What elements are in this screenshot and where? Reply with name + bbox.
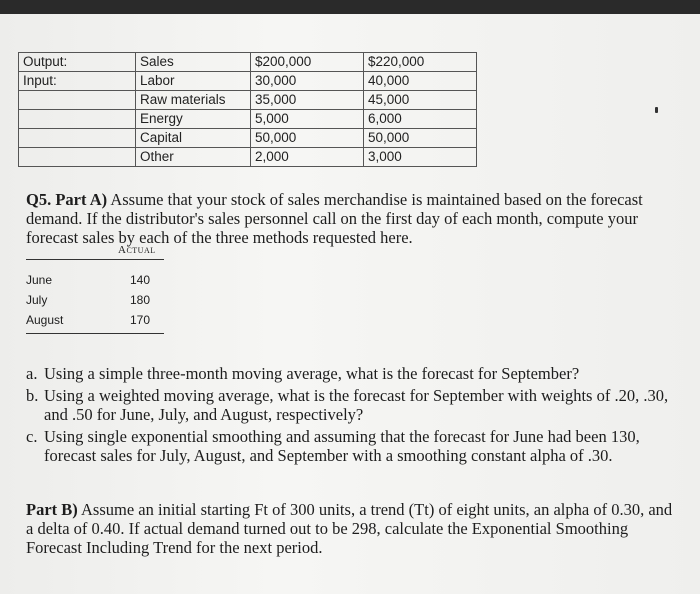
item-text: Using a weighted moving average, what is the forecast for September with weights of .20, .30, and .50 for June, July, and August, respectively? [44,386,669,424]
io-table-row [19,110,477,129]
value-col-2: 6,000 [364,110,477,129]
row-label [19,148,136,167]
actual-column-header: Actual [118,244,156,256]
row-label: Output: [19,53,136,72]
row-item: Raw materials [136,91,251,110]
value-col-1: 5,000 [251,110,364,129]
io-table-row [19,72,477,91]
part-b-heading: Part B) [26,500,78,519]
row-label [19,91,136,110]
actual-top-rule [26,259,164,260]
item-label: a. [26,364,38,383]
row-label: Input: [19,72,136,91]
io-table-row [19,53,477,72]
item-text: Using a simple three-month moving average, what is the forecast for September? [44,364,580,383]
question-item-b [26,386,686,424]
io-table-row [19,91,477,110]
io-table-row [19,148,477,167]
actual-value: 140 [130,273,151,287]
value-col-1: 30,000 [251,72,364,91]
row-item: Labor [136,72,251,91]
value-col-2: 40,000 [364,72,477,91]
question-5-part-a [26,190,676,247]
part-b-question [26,500,676,557]
top-dark-bar [0,0,700,14]
value-col-2: 45,000 [364,91,477,110]
month-label: August [26,313,64,327]
input-output-table [18,52,477,167]
row-label [19,110,136,129]
value-col-2: 50,000 [364,129,477,148]
row-item: Sales [136,53,251,72]
item-label: c. [26,427,38,446]
row-item: Capital [136,129,251,148]
month-label: June [26,273,53,287]
value-col-2: 3,000 [364,148,477,167]
question-item-a [26,364,686,383]
question-item-c [26,427,686,465]
actual-value: 180 [130,293,151,307]
question-heading: Q5. Part A) [26,190,108,209]
value-col-1: 50,000 [251,129,364,148]
row-label [19,129,136,148]
actual-value: 170 [130,313,151,327]
row-item: Other [136,148,251,167]
month-label: July [26,293,48,307]
item-text: Using single exponential smoothing and assuming that the forecast for June had been 130, forecast sales for July, August, and September with a smoothing constant alpha of .30. [44,427,640,465]
io-table-row [19,129,477,148]
part-b-text: Assume an initial starting Ft of 300 units, a trend (Tt) of eight units, an alpha of 0.30, and a delta of 0.40. If actual demand turned out to be 298, calculate the Exponential Smoothing Forecast Including Trend for the next period. [26,500,673,557]
actual-bottom-rule [26,333,164,334]
item-label: b. [26,386,39,405]
row-item: Energy [136,110,251,129]
stray-mark [655,107,658,113]
question-text: Assume that your stock of sales merchandise is maintained based on the forecast demand. If the distributor's sales personnel call on the first day of each month, compute your forecast sales by each of the three methods requested here. [26,190,643,247]
value-col-1: $200,000 [251,53,364,72]
value-col-2: $220,000 [364,53,477,72]
value-col-1: 2,000 [251,148,364,167]
part-a-questions [26,364,686,468]
value-col-1: 35,000 [251,91,364,110]
